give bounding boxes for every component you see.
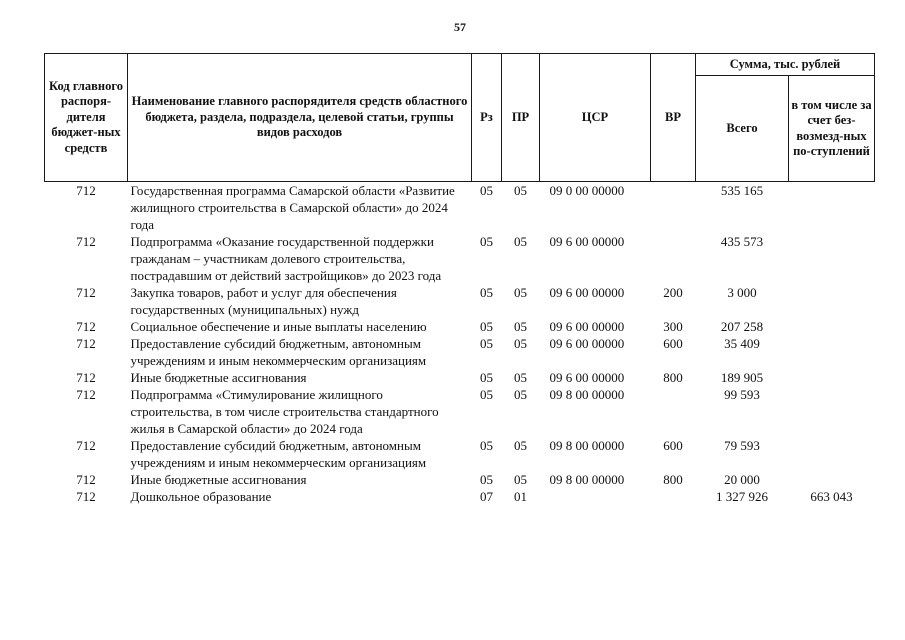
cell-total: 3 000 (727, 285, 757, 300)
header-csr: ЦСР (540, 54, 651, 182)
table-header (45, 54, 875, 182)
cell-vr: 200 (663, 285, 683, 300)
cell-rz: 05 (480, 183, 493, 198)
cell-free (789, 471, 875, 488)
cell-csr: 09 8 00 00000 (549, 438, 625, 453)
cell-code: 712 (76, 336, 96, 351)
cell-free (789, 233, 875, 284)
table-row (45, 318, 875, 335)
cell-code: 712 (76, 234, 96, 249)
cell-vr: 600 (663, 336, 683, 351)
cell-code: 712 (76, 387, 96, 402)
cell-code: 712 (76, 438, 96, 453)
cell-vr: 800 (663, 370, 683, 385)
table-row (45, 488, 875, 505)
cell-rz: 05 (480, 234, 493, 249)
cell-rz: 05 (480, 438, 493, 453)
cell-code: 712 (76, 489, 96, 504)
cell-name: Подпрограмма «Стимулирование жилищного строительства, в том числе строительства стандартного жилья в Самарской области» до 2024 года (130, 387, 439, 436)
cell-csr: 09 6 00 00000 (549, 234, 625, 249)
cell-pr: 05 (514, 472, 527, 487)
header-free: в том числе за счет без-возмезд-ных по-ступлений (789, 76, 875, 182)
cell-pr: 01 (514, 489, 527, 504)
cell-vr (651, 233, 696, 284)
cell-code: 712 (76, 183, 96, 198)
cell-name: Предоставление субсидий бюджетным, автономным учреждениям и иным некоммерческим организациям (130, 336, 427, 368)
cell-pr: 05 (514, 183, 527, 198)
cell-free (789, 318, 875, 335)
cell-pr: 05 (514, 387, 527, 402)
cell-csr: 09 8 00 00000 (549, 387, 625, 402)
cell-rz: 05 (480, 472, 493, 487)
header-name: Наименование главного распорядителя средств областного бюджета, раздела, подраздела, целевой статьи, группы видов расходов (128, 54, 472, 182)
cell-vr (651, 386, 696, 437)
cell-vr: 800 (663, 472, 683, 487)
header-rz: Рз (472, 54, 502, 182)
cell-total: 435 573 (720, 234, 764, 249)
cell-name: Дошкольное образование (130, 489, 272, 504)
cell-csr: 09 6 00 00000 (549, 336, 625, 351)
table-row (45, 335, 875, 369)
cell-name: Государственная программа Самарской области «Развитие жилищного строительства в Самарской области» до 2024 года (130, 183, 455, 232)
cell-pr: 05 (514, 336, 527, 351)
cell-rz: 05 (480, 336, 493, 351)
cell-name: Предоставление субсидий бюджетным, автономным учреждениям и иным некоммерческим организациям (130, 438, 427, 470)
cell-csr: 09 6 00 00000 (549, 319, 625, 334)
cell-total: 1 327 926 (716, 489, 768, 504)
cell-free (789, 335, 875, 369)
cell-rz: 05 (480, 319, 493, 334)
cell-rz: 07 (480, 489, 493, 504)
cell-pr: 05 (514, 285, 527, 300)
cell-name: Подпрограмма «Оказание государственной поддержки гражданам – участникам долевого строительства, пострадавшим от действий застройщиков» до 2023 года (130, 234, 442, 283)
table-row (45, 437, 875, 471)
cell-free (789, 386, 875, 437)
cell-vr (651, 182, 696, 234)
cell-name: Социальное обеспечение и иные выплаты населению (130, 319, 427, 334)
cell-name: Закупка товаров, работ и услуг для обеспечения государственных (муниципальных) нужд (130, 285, 397, 317)
table-row (45, 386, 875, 437)
table-body (45, 182, 875, 506)
table-row (45, 233, 875, 284)
header-pr: ПР (502, 54, 540, 182)
cell-pr: 05 (514, 370, 527, 385)
cell-csr: 09 0 00 00000 (549, 183, 625, 198)
cell-rz: 05 (480, 285, 493, 300)
table-row (45, 471, 875, 488)
cell-free (789, 182, 875, 234)
budget-table (44, 53, 875, 505)
cell-total: 35 409 (724, 336, 760, 351)
cell-rz: 05 (480, 387, 493, 402)
cell-free (789, 284, 875, 318)
header-total: Всего (696, 76, 789, 182)
cell-rz: 05 (480, 370, 493, 385)
cell-total: 20 000 (724, 472, 760, 487)
cell-csr: 09 8 00 00000 (549, 472, 625, 487)
cell-vr (651, 488, 696, 505)
header-sum-group: Сумма, тыс. рублей (696, 54, 875, 76)
cell-total: 79 593 (724, 438, 760, 453)
cell-code: 712 (76, 370, 96, 385)
cell-free (789, 437, 875, 471)
cell-total: 535 165 (720, 183, 764, 198)
cell-total: 207 258 (720, 319, 764, 334)
cell-name: Иные бюджетные ассигнования (130, 472, 307, 487)
page-number: 57 (454, 20, 466, 34)
cell-total: 99 593 (724, 387, 760, 402)
table-row (45, 182, 875, 234)
table-row (45, 284, 875, 318)
cell-pr: 05 (514, 234, 527, 249)
cell-free: 663 043 (810, 489, 853, 504)
cell-csr (540, 488, 651, 505)
cell-csr: 09 6 00 00000 (549, 285, 625, 300)
cell-vr: 600 (663, 438, 683, 453)
cell-pr: 05 (514, 438, 527, 453)
cell-pr: 05 (514, 319, 527, 334)
cell-total: 189 905 (720, 370, 764, 385)
header-code: Код главного распоря-дителя бюджет-ных средств (45, 54, 128, 182)
cell-free (789, 369, 875, 386)
cell-code: 712 (76, 285, 96, 300)
cell-vr: 300 (663, 319, 683, 334)
table-row (45, 369, 875, 386)
header-vr: ВР (651, 54, 696, 182)
cell-name: Иные бюджетные ассигнования (130, 370, 307, 385)
cell-code: 712 (76, 319, 96, 334)
cell-code: 712 (76, 472, 96, 487)
cell-csr: 09 6 00 00000 (549, 370, 625, 385)
